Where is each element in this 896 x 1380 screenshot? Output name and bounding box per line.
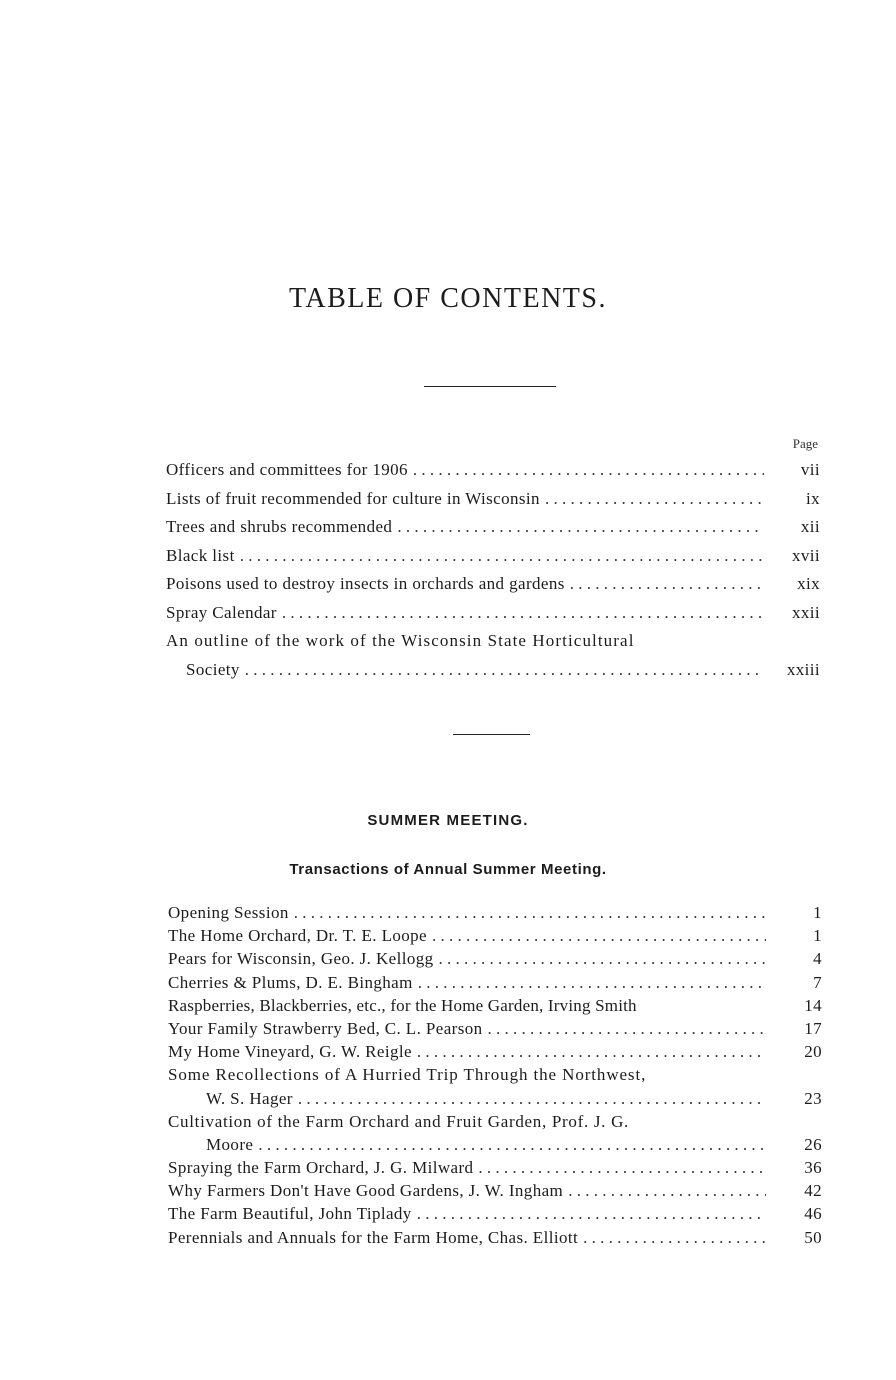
page-title: TABLE OF CONTENTS.	[289, 283, 607, 314]
section-heading: SUMMER MEETING.	[367, 812, 529, 829]
entry-title: Cultivation of the Farm Orchard and Fruit Garden, Prof. J. G.	[168, 1111, 630, 1131]
entry-page: 1	[813, 903, 822, 922]
toc-entry	[168, 1040, 822, 1063]
toc-entry-line1	[166, 627, 820, 656]
dot-leader	[545, 485, 764, 514]
entry-page: 7	[813, 972, 822, 992]
toc-entry-line2	[166, 656, 820, 685]
entry-title: Spraying the Farm Orchard, J. G. Milward	[168, 1158, 474, 1178]
entry-title: Black list	[166, 545, 235, 565]
toc-entry	[168, 924, 822, 947]
toc-entry	[166, 456, 820, 485]
toc-entry	[166, 542, 820, 571]
toc-entry-line2	[168, 1087, 822, 1110]
entry-title-continued: Moore	[206, 1134, 254, 1154]
entry-title: Opening Session	[168, 903, 289, 922]
toc-entry	[166, 485, 820, 514]
entry-title: Perennials and Annuals for the Farm Home, Chas. Elliott	[168, 1227, 579, 1247]
toc-entry	[166, 570, 820, 599]
entry-page: 23	[804, 1088, 822, 1108]
toc-entry-line1	[168, 1110, 822, 1133]
toc-entry	[168, 901, 822, 924]
entry-title: Poisons used to destroy insects in orchards and gardens	[166, 574, 565, 593]
dot-leader	[418, 971, 766, 994]
dot-leader	[397, 513, 764, 542]
entry-page: xxiii	[786, 659, 820, 679]
entry-title: Raspberries, Blackberries, etc., for the Home Garden, Irving Smith	[168, 995, 637, 1015]
entry-title: Cherries & Plums, D. E. Bingham	[168, 972, 413, 992]
entry-page: ix	[805, 488, 820, 508]
page-column-heading: Page	[792, 436, 818, 451]
dot-leader	[568, 1179, 766, 1202]
divider-middle	[453, 734, 530, 735]
summer-meeting-list	[168, 901, 822, 1249]
entry-title-continued: W. S. Hager	[206, 1088, 293, 1108]
dot-leader	[258, 1133, 766, 1156]
entry-title: Some Recollections of A Hurried Trip Through the Northwest,	[168, 1065, 647, 1085]
dot-leader	[298, 1087, 766, 1110]
entry-page: 20	[804, 1042, 822, 1062]
entry-title: Spray Calendar	[166, 602, 277, 622]
toc-entry	[168, 971, 822, 994]
toc-entry	[168, 994, 822, 1017]
dot-leader	[240, 542, 764, 571]
dot-leader	[488, 1017, 766, 1040]
entry-page: vii	[800, 460, 820, 479]
toc-entry	[166, 599, 820, 628]
dot-leader	[417, 1202, 766, 1225]
entry-page: 42	[804, 1181, 822, 1201]
entry-title: The Home Orchard, Dr. T. E. Loope	[168, 926, 427, 946]
dot-leader	[282, 599, 764, 628]
entry-page: 50	[804, 1227, 822, 1247]
entry-page: 4	[813, 949, 822, 969]
toc-entry	[168, 1156, 822, 1179]
dot-leader	[417, 1040, 766, 1063]
entry-title: The Farm Beautiful, John Tiplady	[168, 1204, 412, 1224]
entry-title: Why Farmers Don't Have Good Gardens, J. W. Ingham	[168, 1181, 564, 1201]
divider-top	[424, 386, 556, 387]
toc-entry	[168, 947, 822, 970]
dot-leader	[294, 901, 766, 924]
dot-leader	[439, 947, 766, 970]
entry-page: xii	[800, 517, 820, 536]
entry-page: 1	[813, 926, 822, 946]
entry-title: An outline of the work of the Wisconsin State Horticultural	[166, 631, 635, 650]
front-matter-list	[166, 456, 820, 684]
entry-title: Officers and committees for 1906	[166, 460, 408, 479]
toc-entry	[168, 1226, 822, 1249]
entry-page: 17	[804, 1018, 822, 1038]
section-subheading: Transactions of Annual Summer Meeting.	[289, 861, 607, 878]
entry-page: 26	[804, 1134, 822, 1154]
toc-entry	[166, 513, 820, 542]
entry-page: 46	[804, 1204, 822, 1224]
toc-entry-line2	[168, 1133, 822, 1156]
dot-leader	[413, 456, 764, 485]
entry-page: xvii	[791, 545, 820, 565]
dot-leader	[583, 1226, 766, 1249]
toc-entry	[168, 1017, 822, 1040]
dot-leader	[432, 924, 766, 947]
entry-title: My Home Vineyard, G. W. Reigle	[168, 1042, 412, 1062]
toc-entry-line1	[168, 1063, 822, 1086]
entry-page: 14	[804, 995, 822, 1015]
entry-title: Pears for Wisconsin, Geo. J. Kellogg	[168, 949, 434, 969]
entry-title: Your Family Strawberry Bed, C. L. Pearson	[168, 1018, 483, 1038]
entry-page: xxii	[791, 602, 820, 622]
entry-title-continued: Society	[186, 659, 240, 679]
toc-entry	[168, 1179, 822, 1202]
toc-entry	[168, 1202, 822, 1225]
entry-title: Lists of fruit recommended for culture in Wisconsin	[166, 488, 540, 508]
dot-leader	[570, 570, 764, 599]
entry-page: xix	[797, 574, 820, 593]
dot-leader	[478, 1156, 766, 1179]
entry-title: Trees and shrubs recommended	[166, 517, 393, 536]
entry-page: 36	[804, 1158, 822, 1178]
dot-leader	[245, 656, 764, 685]
